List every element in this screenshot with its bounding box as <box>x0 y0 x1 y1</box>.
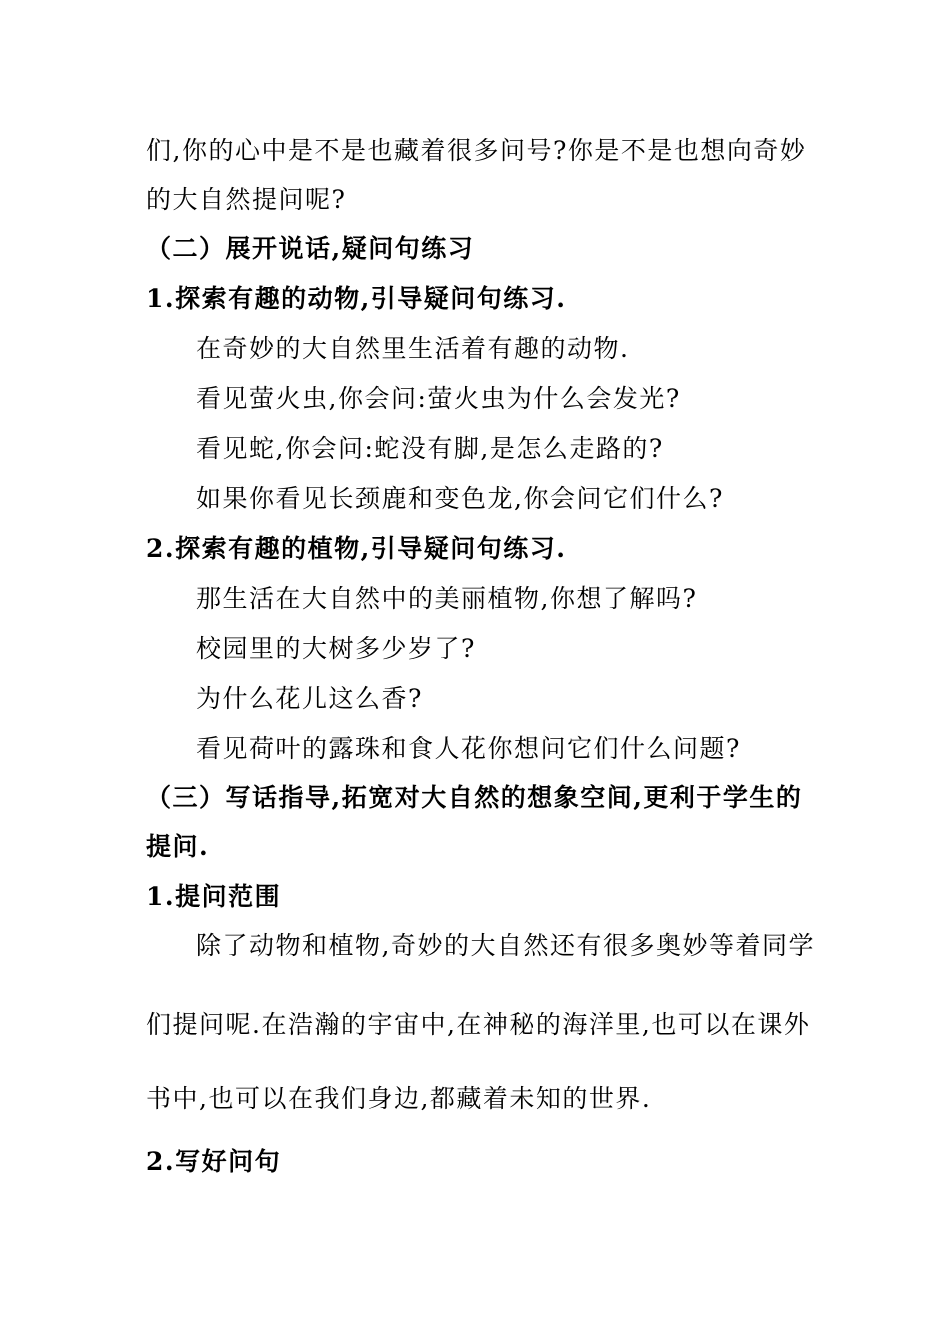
section-heading: （二）展开说话,疑问句练习 <box>146 234 475 263</box>
paragraph-line: 们,你的心中是不是也藏着很多问号?你是不是也想向奇妙 <box>146 136 807 165</box>
paragraph-line: 如果你看见长颈鹿和变色龙,你会问它们什么? <box>196 484 724 513</box>
subsection-heading: 2.写好问句 <box>146 1147 282 1176</box>
subsection-heading: 1.提问范围 <box>146 882 282 911</box>
paragraph-line: 看见蛇,你会问:蛇没有脚,是怎么走路的? <box>196 434 664 463</box>
paragraph-line: 那生活在大自然中的美丽植物,你想了解吗? <box>196 584 698 613</box>
paragraph-line: 看见荷叶的露珠和食人花你想问它们什么问题? <box>196 734 741 763</box>
paragraph-line: 除了动物和植物,奇妙的大自然还有很多奥妙等着同学 <box>196 931 815 960</box>
paragraph-line: 们提问呢.在浩瀚的宇宙中,在神秘的海洋里,也可以在课外 <box>146 1010 811 1039</box>
section-heading: （三）写话指导,拓宽对大自然的想象空间,更利于学生的 <box>146 783 803 812</box>
subsection-heading: 2.探索有趣的植物,引导疑问句练习. <box>146 534 567 563</box>
paragraph-line: 书中,也可以在我们身边,都藏着未知的世界. <box>146 1084 652 1113</box>
paragraph-line: 为什么花儿这么香? <box>196 684 423 713</box>
paragraph-line: 的大自然提问呢? <box>146 185 347 214</box>
paragraph-line: 看见萤火虫,你会问:萤火虫为什么会发光? <box>196 384 681 413</box>
paragraph-line: 在奇妙的大自然里生活着有趣的动物. <box>196 334 630 363</box>
subsection-heading: 1.探索有趣的动物,引导疑问句练习. <box>146 284 567 313</box>
section-heading-continued: 提问. <box>146 832 210 861</box>
paragraph-line: 校园里的大树多少岁了? <box>196 634 476 663</box>
